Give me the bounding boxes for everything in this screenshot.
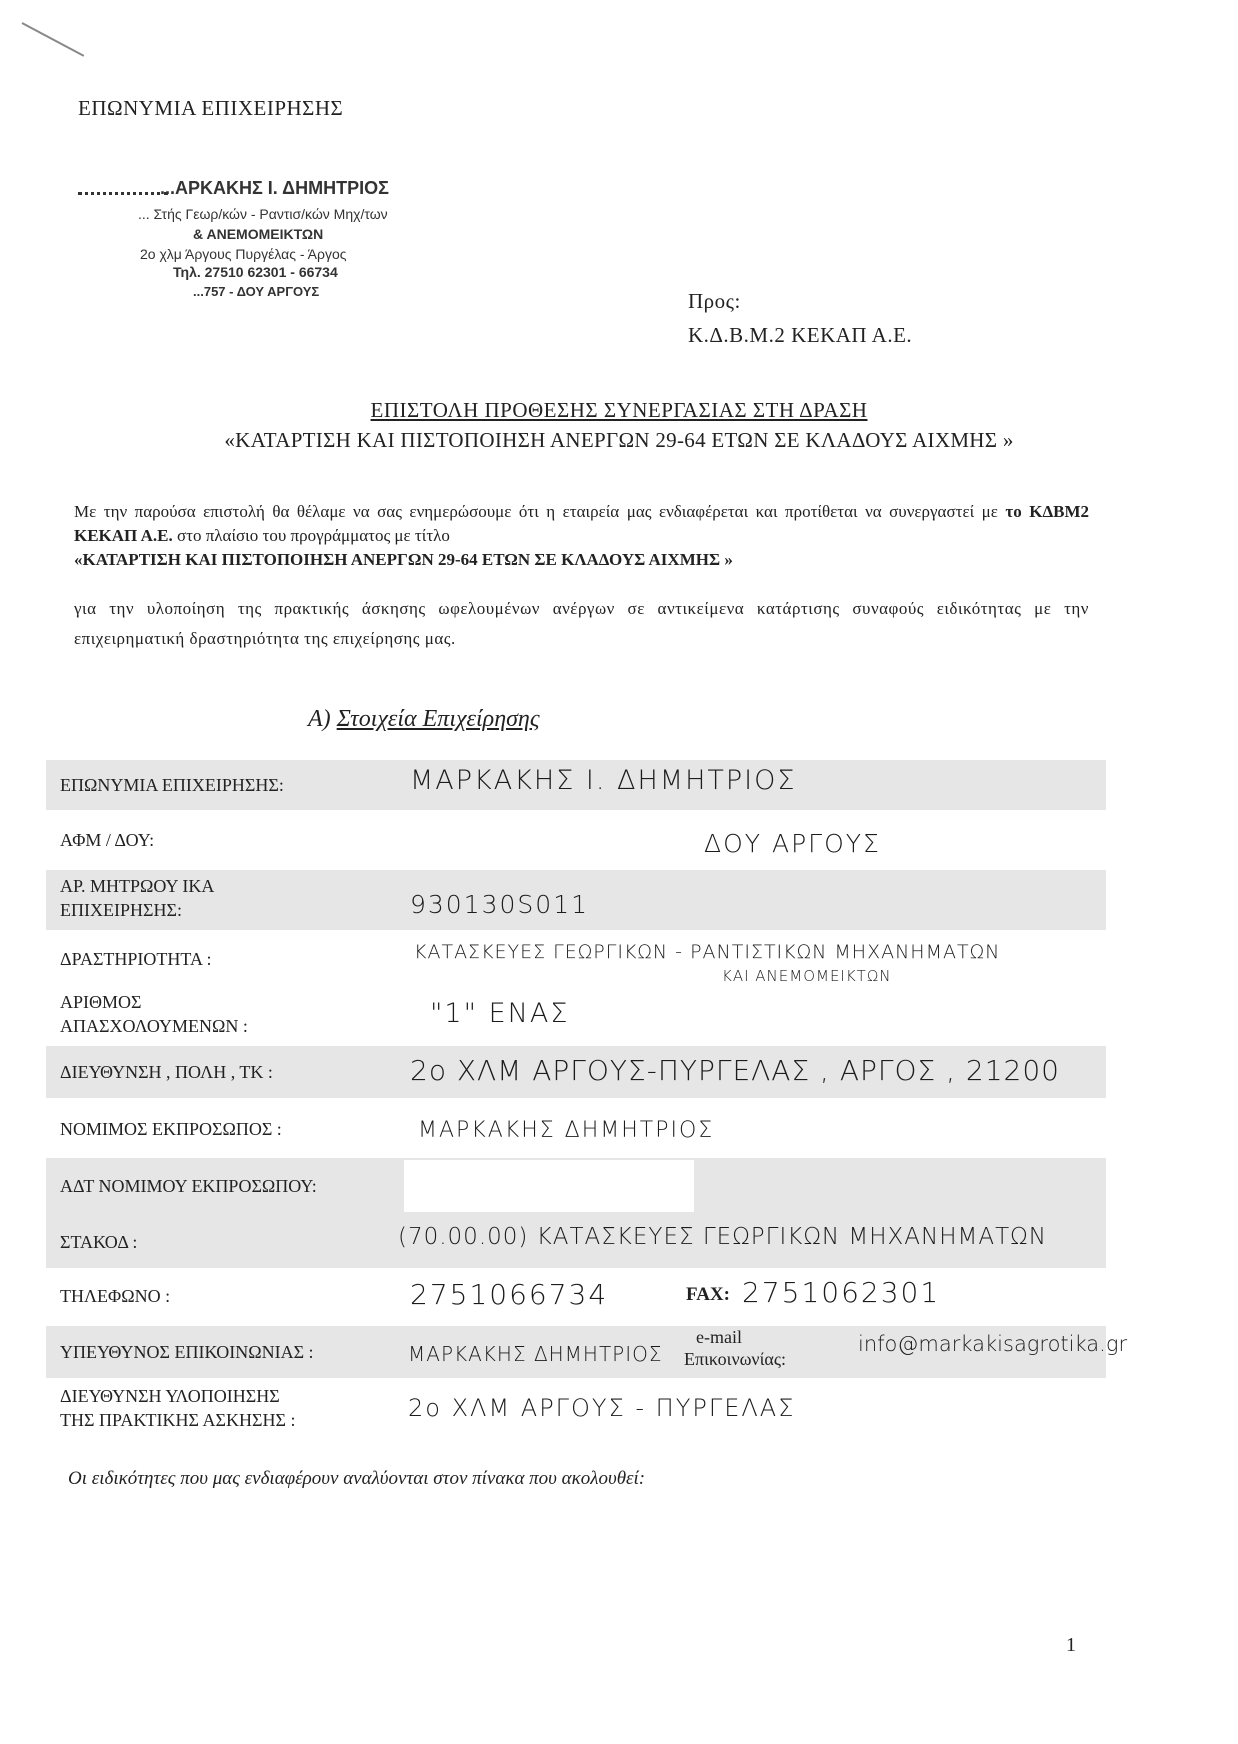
recipient-name: Κ.Δ.Β.Μ.2 ΚΕΚΑΠ Α.Ε. xyxy=(688,323,913,347)
letter-title: ΕΠΙΣΤΟΛΗ ΠΡΟΘΕΣΗΣ ΣΥΝΕΡΓΑΣΙΑΣ ΣΤΗ ΔΡΑΣΗ xyxy=(370,398,868,422)
form-row-legal-rep xyxy=(46,1104,1106,1156)
contact-label: ΥΠΕΥΘΥΝΟΣ ΕΠΙΚΟΙΝΩΝΙΑΣ : xyxy=(60,1342,314,1362)
program-title: «ΚΑΤΑΡΤΙΣΗ ΚΑΙ ΠΙΣΤΟΠΟΙΗΣΗ ΑΝΕΡΓΩΝ 29-64 ΕΤΩΝ ΣΕ ΚΛΑΔΟΥΣ ΑΙΧΜΗΣ » xyxy=(224,428,1014,452)
form-row-phone xyxy=(46,1272,1106,1324)
form-row-stakod xyxy=(46,1214,1106,1268)
page-number: 1 xyxy=(1066,1634,1076,1656)
afm-label: ΑΦΜ / ΔΟΥ: xyxy=(60,830,155,850)
company-name-value[interactable]: ΜΑΡΚΑΚΗΣ Ι. ΔΗΜΗΤΡΙΟΣ xyxy=(410,765,797,796)
activity-value[interactable]: ΚΑΤΑΣΚΕΥΕΣ ΓΕΩΡΓΙΚΩΝ - ΡΑΝΤΙΣΤΙΚΩΝ ΜΗΧΑΝΗΜΑΤΩΝ xyxy=(414,941,1001,963)
employees-label xyxy=(60,990,248,1038)
practice-address-label xyxy=(60,1384,295,1432)
legal-rep-label: ΝΟΜΙΜΟΣ ΕΚΠΡΟΣΩΠΟΣ : xyxy=(60,1119,282,1139)
specialties-note: Οι ειδικότητες που μας ενδιαφέρουν αναλύονται στον πίνακα που ακολουθεί: xyxy=(68,1468,646,1489)
employees-label-line: ΑΡΙΘΜΟΣ xyxy=(60,992,142,1012)
form-row-contact xyxy=(46,1326,1128,1378)
recipient-label: Προς: xyxy=(688,289,741,313)
form-row-ika xyxy=(46,870,1106,930)
fax-label: FAX: xyxy=(686,1284,730,1305)
stamp-line: 2ο χλμ Άργους Πυργέλας - Άργος xyxy=(140,246,347,262)
company-name-label: ΕΠΩΝΥΜΙΑ ΕΠΙΧΕΙΡΗΣΗΣ: xyxy=(60,775,284,795)
employees-label-line: ΑΠΑΣΧΟΛΟΥΜΕΝΩΝ : xyxy=(60,1016,248,1036)
section-a-title: Στοιχεία Επιχείρησης xyxy=(336,706,540,732)
redaction-box xyxy=(404,1160,694,1212)
intro-text: στο πλαίσιο του προγράμματος με τίτλο xyxy=(172,526,450,545)
section-a-prefix: Α) xyxy=(308,706,337,732)
employees-value[interactable]: "1" ΕΝΑΣ xyxy=(430,998,570,1029)
form-row-practice-address xyxy=(46,1382,1106,1440)
address-value[interactable]: 2ο ΧΛΜ ΑΡΓΟΥΣ-ΠΥΡΓΕΛΑΣ , ΑΡΓΟΣ , 21200 xyxy=(410,1054,1060,1087)
legal-rep-id-label: ΑΔΤ ΝΟΜΙΜΟΥ ΕΚΠΡΟΣΩΠΟΥ: xyxy=(60,1176,317,1196)
legal-rep-value[interactable]: ΜΑΡΚΑΚΗΣ ΔΗΜΗΤΡΙΟΣ xyxy=(418,1118,715,1143)
intro-text: Με την παρούσα επιστολή θα θέλαμε να σας ενημερώσουμε ότι η εταιρεία μας ενδιαφέρεται και προτίθεται να συνεργαστεί με xyxy=(74,502,1006,521)
stamp-line: ... Στής Γεωρ/κών - Ραντισ/κών Μηχ/των xyxy=(138,206,388,222)
stamp-line: ...757 - ΔΟΥ ΑΡΓΟΥΣ xyxy=(193,284,320,299)
purpose-paragraph: για την υλοποίηση της πρακτικής άσκησης ωφελουμένων ανέργων σε αντικείμενα κατάρτισης συναφούς ειδικότητας με την επιχειρηματική δραστηριότητα της επιχείρησης μας. xyxy=(74,599,1089,648)
form-row-company-name xyxy=(46,760,1106,810)
stakod-label: ΣΤΑΚΟΔ : xyxy=(60,1232,138,1252)
recipient-block xyxy=(688,284,912,352)
scan-scratch-mark xyxy=(22,22,85,57)
company-heading: ΕΠΩΝΥΜΙΑ ΕΠΙΧΕΙΡΗΣΗΣ xyxy=(78,96,344,120)
stamp-name: ...ΑΡΚΑΚΗΣ Ι. ΔΗΜΗΤΡΙΟΣ xyxy=(160,178,389,198)
form-row-activity xyxy=(46,935,1106,985)
ika-label-line: ΕΠΙΧΕΙΡΗΣΗΣ: xyxy=(60,900,182,920)
stamp-line: Τηλ. 27510 62301 - 66734 xyxy=(173,264,338,280)
email-label-line: Επικοινωνίας: xyxy=(684,1349,786,1369)
activity-label: ΔΡΑΣΤΗΡΙΟΤΗΤΑ : xyxy=(60,949,212,969)
form-row-afm xyxy=(46,815,1106,865)
stamp-line: & ΑΝΕΜΟΜΕΙΚΤΩΝ xyxy=(193,226,324,242)
form-row-address xyxy=(46,1046,1106,1098)
practice-address-label-line: ΤΗΣ ΠΡΑΚΤΙΚΗΣ ΑΣΚΗΣΗΣ : xyxy=(60,1410,296,1430)
stamp-dotted-line xyxy=(78,192,168,195)
intro-program-bold: «ΚΑΤΑΡΤΙΣΗ ΚΑΙ ΠΙΣΤΟΠΟΙΗΣΗ ΑΝΕΡΓΩΝ 29-64 ΕΤΩΝ ΣΕ ΚΛΑΔΟΥΣ ΑΙΧΜΗΣ » xyxy=(74,550,733,569)
phone-value[interactable]: 2751066734 xyxy=(410,1278,609,1311)
address-label: ΔΙΕΥΘΥΝΣΗ , ΠΟΛΗ , ΤΚ : xyxy=(60,1062,273,1082)
ika-label xyxy=(60,874,214,922)
form-row-employees xyxy=(46,988,1106,1046)
email-value[interactable]: info@markakisagrotika.gr xyxy=(858,1332,1128,1356)
section-a-heading xyxy=(308,706,540,733)
ika-label-line: ΑΡ. ΜΗΤΡΩΟΥ ΙΚΑ xyxy=(60,876,215,896)
email-label xyxy=(684,1326,786,1370)
activity-value-continuation[interactable]: ΚΑΙ ΑΝΕΜΟΜΕΙΚΤΩΝ xyxy=(722,967,892,985)
practice-address-value[interactable]: 2ο ΧΛΜ ΑΡΓΟΥΣ - ΠΥΡΓΕΛΑΣ xyxy=(408,1394,796,1422)
email-label-line: e-mail xyxy=(696,1327,742,1347)
practice-address-label-line: ΔΙΕΥΘΥΝΣΗ ΥΛΟΠΟΙΗΣΗΣ xyxy=(60,1386,280,1406)
phone-label: ΤΗΛΕΦΩΝΟ : xyxy=(60,1286,171,1306)
intro-recipient-bold: το ΚΔΒΜ2 ΚΕΚΑΠ Α.Ε. xyxy=(74,502,1089,545)
afm-value[interactable]: ΔΟΥ ΑΡΓΟΥΣ xyxy=(704,829,881,858)
stakod-value[interactable]: (70.00.00) ΚΑΤΑΣΚΕΥΕΣ ΓΕΩΡΓΙΚΩΝ ΜΗΧΑΝΗΜΑΤΩΝ xyxy=(398,1224,1047,1250)
contact-value[interactable]: ΜΑΡΚΑΚΗΣ ΔΗΜΗΤΡΙΟΣ xyxy=(408,1342,663,1366)
ika-value[interactable]: 930130S011 xyxy=(410,890,590,919)
fax-value[interactable]: 2751062301 xyxy=(742,1276,941,1309)
company-stamp xyxy=(78,178,438,298)
intro-paragraph xyxy=(74,500,1089,572)
